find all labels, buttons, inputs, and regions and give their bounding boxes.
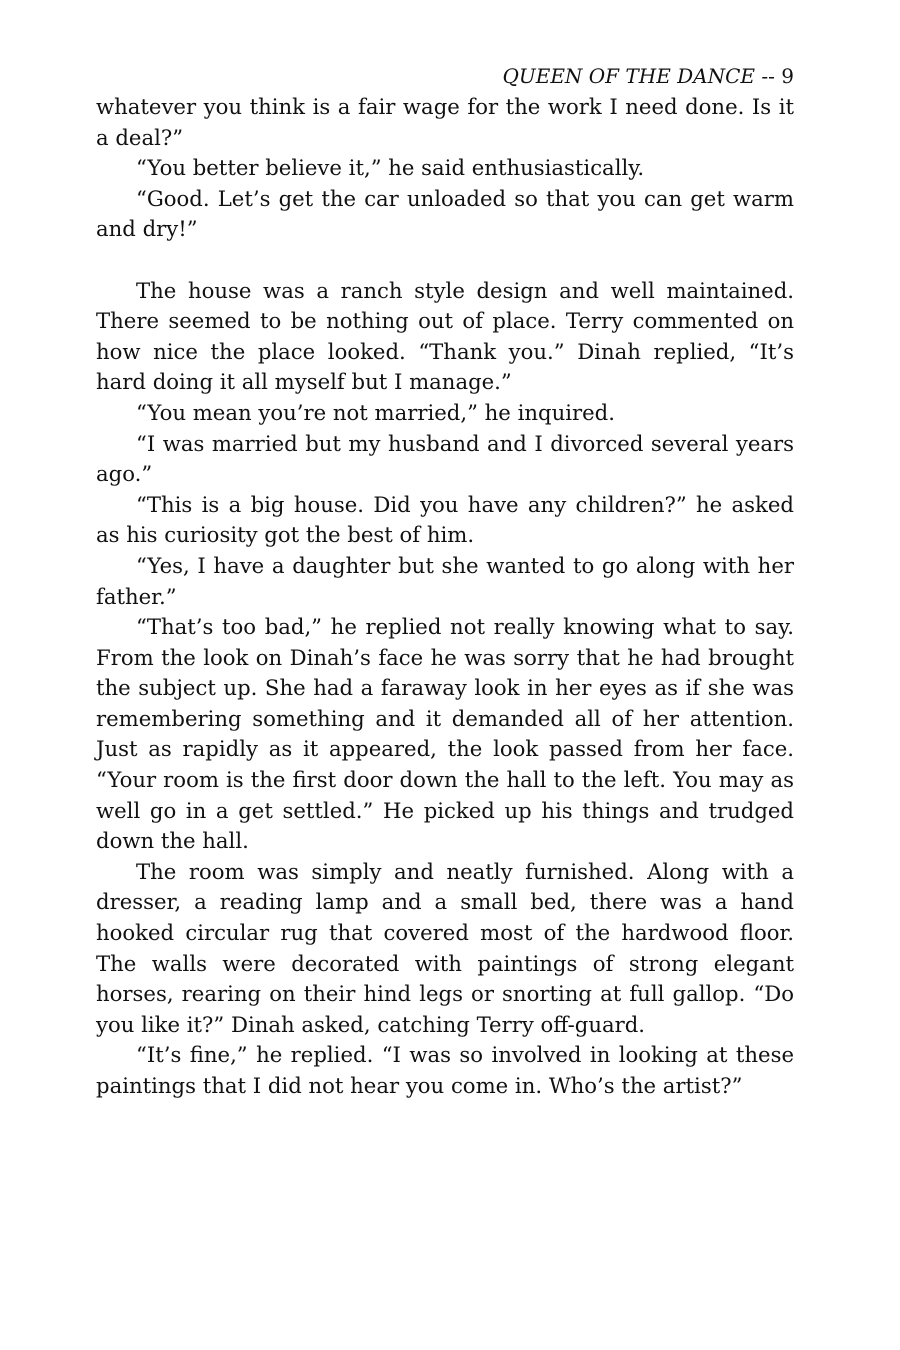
paragraph: The house was a ranch style design and well maintained. There seemed to be nothing out of place. Terry commented on how nice the place looked. “Thank you.” Dinah replied, “It’s hard doing it all myself but I manage.”: [96, 277, 794, 395]
paragraph: “Good. Let’s get the car unloaded so that you can get warm and dry!”: [96, 185, 794, 242]
running-title: QUEEN OF THE DANCE: [502, 64, 756, 88]
body-text: [96, 92, 794, 1102]
paragraph: The room was simply and neatly furnished. Along with a dresser, a reading lamp and a small bed, there was a hand hooked circular rug that covered most of the hardwood floor. The walls were decorated with paintings of strong elegant horses, rearing on their hind legs or snorting at full gallop. “Do you like it?” Dinah asked, catching Terry off-guard.: [96, 858, 794, 1037]
paragraph: “I was married but my husband and I divorced several years ago.”: [96, 430, 794, 487]
book-page: [96, 62, 794, 1102]
paragraph: “Yes, I have a daughter but she wanted to go along with her father.”: [96, 552, 794, 609]
paragraph: “You better believe it,” he said enthusiastically.: [136, 155, 645, 181]
running-header: [96, 62, 794, 90]
header-separator: --: [755, 64, 782, 88]
paragraph: “It’s fine,” he replied. “I was so involved in looking at these paintings that I did not hear you come in. Who’s the artist?”: [96, 1042, 794, 1098]
paragraph: “This is a big house. Did you have any children?” he asked as his curiosity got the best of him.: [96, 491, 794, 548]
paragraph: whatever you think is a fair wage for the work I need done. Is it a deal?”: [96, 94, 794, 150]
page-number: 9: [781, 64, 794, 88]
paragraph: “That’s too bad,” he replied not really knowing what to say. From the look on Dinah’s face he was sorry that he had brought the subject up. She had a faraway look in her eyes as if she was remembering something and it demanded all of her attention. Just as rapidly as it appeared, the look passed from her face. “Your room is the first door down the hall to the left. You may as well go in a get settled.” He picked up his things and trudged down the hall.: [96, 614, 794, 854]
paragraph: “You mean you’re not married,” he inquired.: [136, 399, 615, 425]
